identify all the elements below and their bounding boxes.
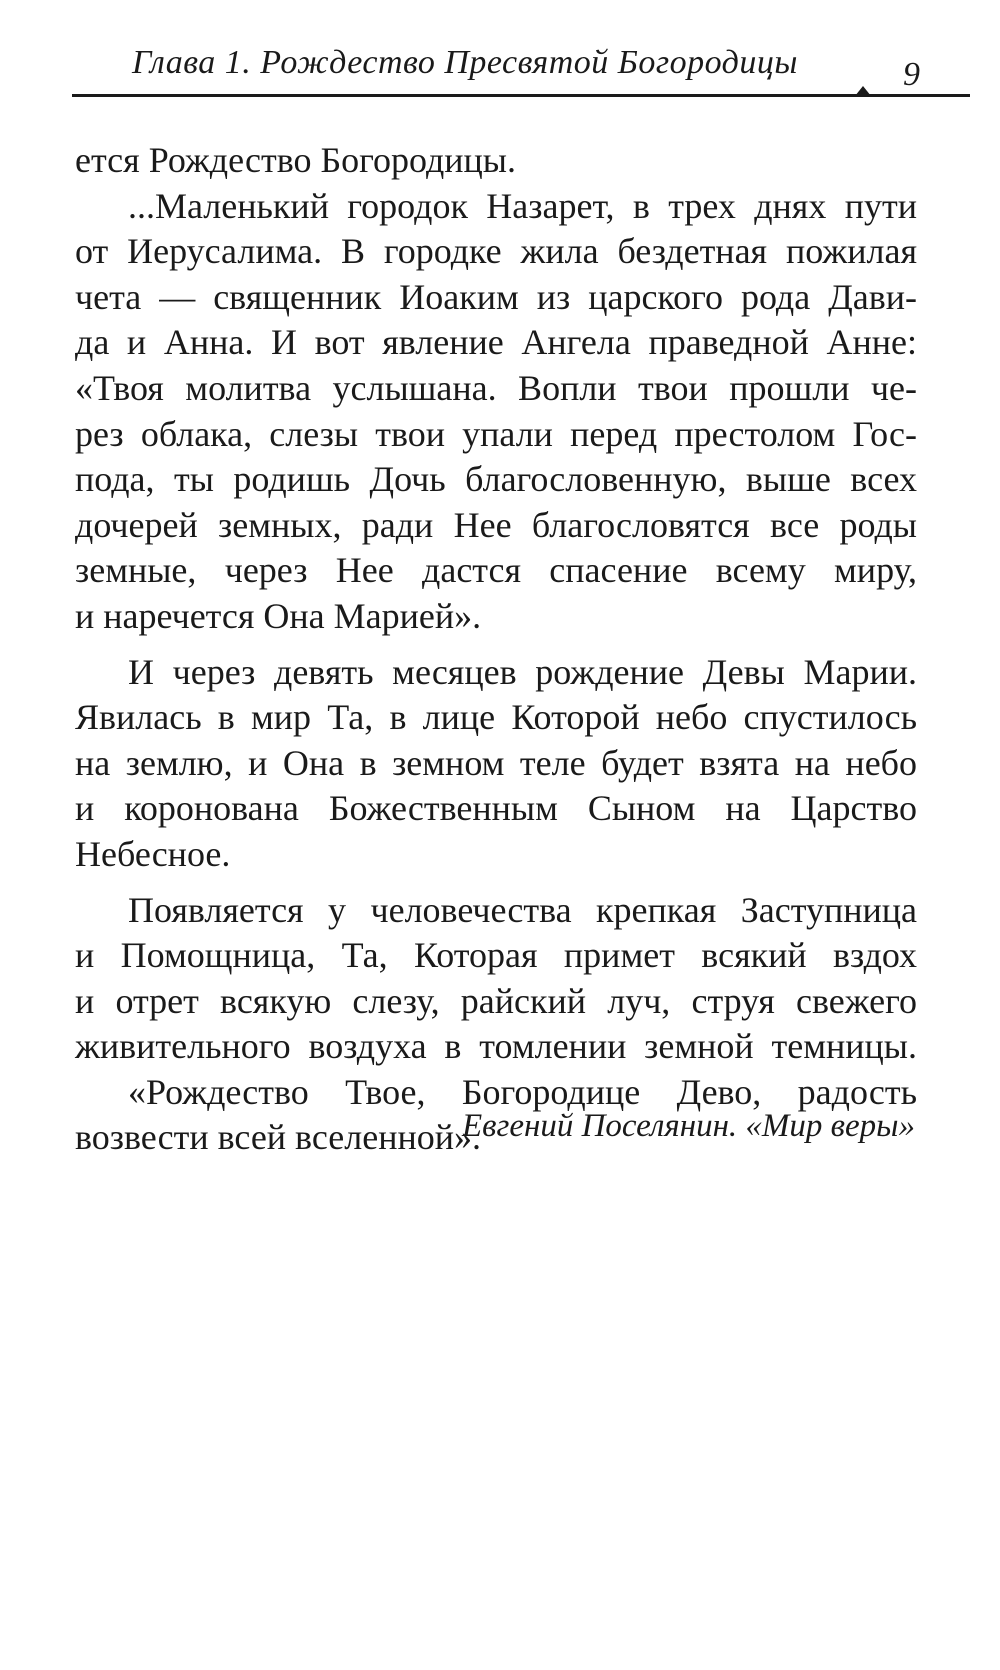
text-line: «Рождество Твое, Богородице Дево, радость bbox=[128, 1071, 917, 1112]
header-ornament-icon bbox=[855, 86, 871, 96]
text-line: Появляется у человечества крепкая Заступница bbox=[128, 889, 917, 930]
text-line: пода, ты родишь Дочь благословенную, выше всех bbox=[75, 459, 917, 500]
attribution: Евгений Поселянин. «Мир веры» bbox=[461, 1108, 915, 1144]
text-line: рез облака, слезы твои упали перед престолом Гос- bbox=[75, 413, 917, 454]
text-line: и отрет всякую слезу, райский луч, струя свежего bbox=[75, 980, 917, 1021]
text-line: да и Анна. И вот явление Ангела праведной Анне: bbox=[75, 322, 917, 363]
text-line: Небесное. bbox=[75, 833, 231, 874]
running-head: Глава 1. Рождество Пресвятой Богородицы bbox=[132, 44, 798, 81]
text-line: земные, через Нее дастся спасение всему миру, bbox=[75, 550, 917, 591]
header-rule bbox=[72, 94, 970, 97]
text-line: на землю, и Она в земном теле будет взята на небо bbox=[75, 742, 917, 783]
text-line: чета — священник Иоаким из царского рода Дави- bbox=[75, 276, 917, 317]
text-line: и наречется Она Марией». bbox=[75, 595, 482, 636]
text-line: И через девять месяцев рождение Девы Марии. bbox=[128, 651, 917, 692]
text-line: Явилась в мир Та, в лице Которой небо спустилось bbox=[75, 697, 917, 738]
text-line: от Иерусалима. В городке жила бездетная пожилая bbox=[75, 231, 917, 272]
text-line: дочерей земных, ради Нее благословятся все роды bbox=[75, 504, 917, 545]
text-line: и Помощница, Та, Которая примет всякий вздох bbox=[75, 935, 917, 976]
text-line: ...Маленький городок Назарет, в трех днях пути bbox=[128, 185, 917, 226]
text-line: ется Рождество Богородицы. bbox=[75, 140, 516, 180]
text-line: возвести всей вселенной». bbox=[75, 1117, 481, 1158]
text-line: «Твоя молитва услышана. Вопли твои прошли че- bbox=[75, 367, 917, 408]
text-line: живительного воздуха в томлении земной темницы. bbox=[75, 1026, 917, 1067]
page-number: 9 bbox=[903, 56, 920, 93]
text-line: и коронована Божественным Сыном на Царство bbox=[75, 788, 917, 829]
body-text bbox=[75, 138, 917, 1161]
